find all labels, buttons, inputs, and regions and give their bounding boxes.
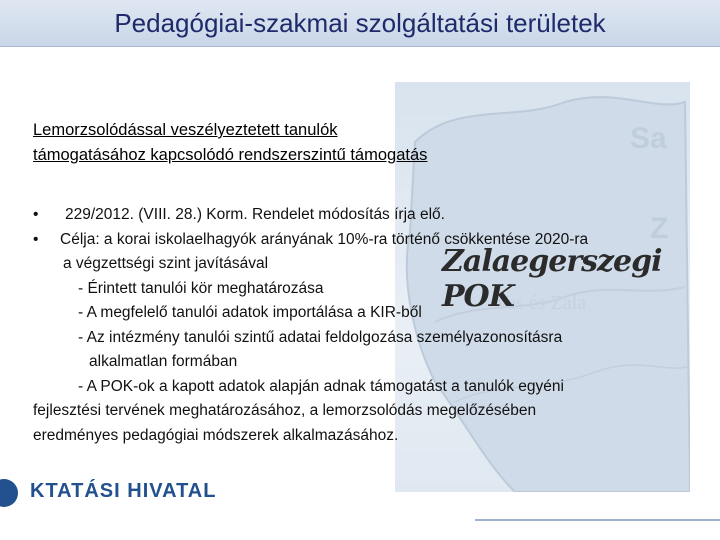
map-town-label: Z: [650, 212, 669, 245]
list-item: [33, 203, 698, 228]
sub-item: - A megfelelő tanulói adatok importálása a KIR-ből: [78, 304, 422, 321]
bullet-icon: •: [33, 230, 39, 248]
page-title: Pedagógiai-szakmai szolgáltatási területek: [114, 8, 606, 38]
sub-item: - Érintett tanulói kör meghatározása: [78, 279, 324, 297]
sub-item-continuation: alkalmatlan formában: [89, 353, 238, 370]
sub-item: - A POK-ok a kapott adatok alapján adnak támogatást a tanulók egyéni: [78, 377, 564, 395]
pok-label: Zalaegerszegi POK: [442, 244, 662, 314]
map-region-label: Vas és Zala: [495, 292, 587, 314]
heading-line: támogatásához kapcsolódó rendszerszintű támogatás: [33, 146, 428, 164]
heading-line: Lemorzsolódással veszélyeztetett tanulók: [33, 121, 338, 139]
title-bar: [0, 0, 720, 47]
sub-item-continuation: eredményes pedagógiai módszerek alkalmazásához.: [33, 426, 399, 444]
map-town-label: Sa: [630, 122, 667, 155]
list-item: [33, 228, 698, 253]
sub-item: - Az intézmény tanulói szintű adatai feldolgozása személyazonosításra: [78, 328, 563, 346]
sub-item-continuation: fejlesztési tervének meghatározásához, a lemorzsolódás megelőzésében: [33, 402, 537, 419]
section-heading: [33, 118, 427, 168]
bullet-list: [33, 203, 698, 448]
logo-text: KTATÁSI HIVATAL: [30, 480, 217, 502]
logo-icon: [0, 479, 18, 507]
footer-logo: [0, 476, 260, 506]
bullet-icon: •: [33, 206, 39, 223]
list-item-continuation: a végzettségi szint javításával: [63, 255, 269, 272]
footer-divider: [475, 519, 720, 521]
list-item-text: Célja: a korai iskolaelhagyók arányának 10%-ra történő csökkentése 2020-ra: [60, 230, 589, 248]
list-item-text: 229/2012. (VIII. 28.) Korm. Rendelet módosítás írja elő.: [65, 206, 445, 223]
